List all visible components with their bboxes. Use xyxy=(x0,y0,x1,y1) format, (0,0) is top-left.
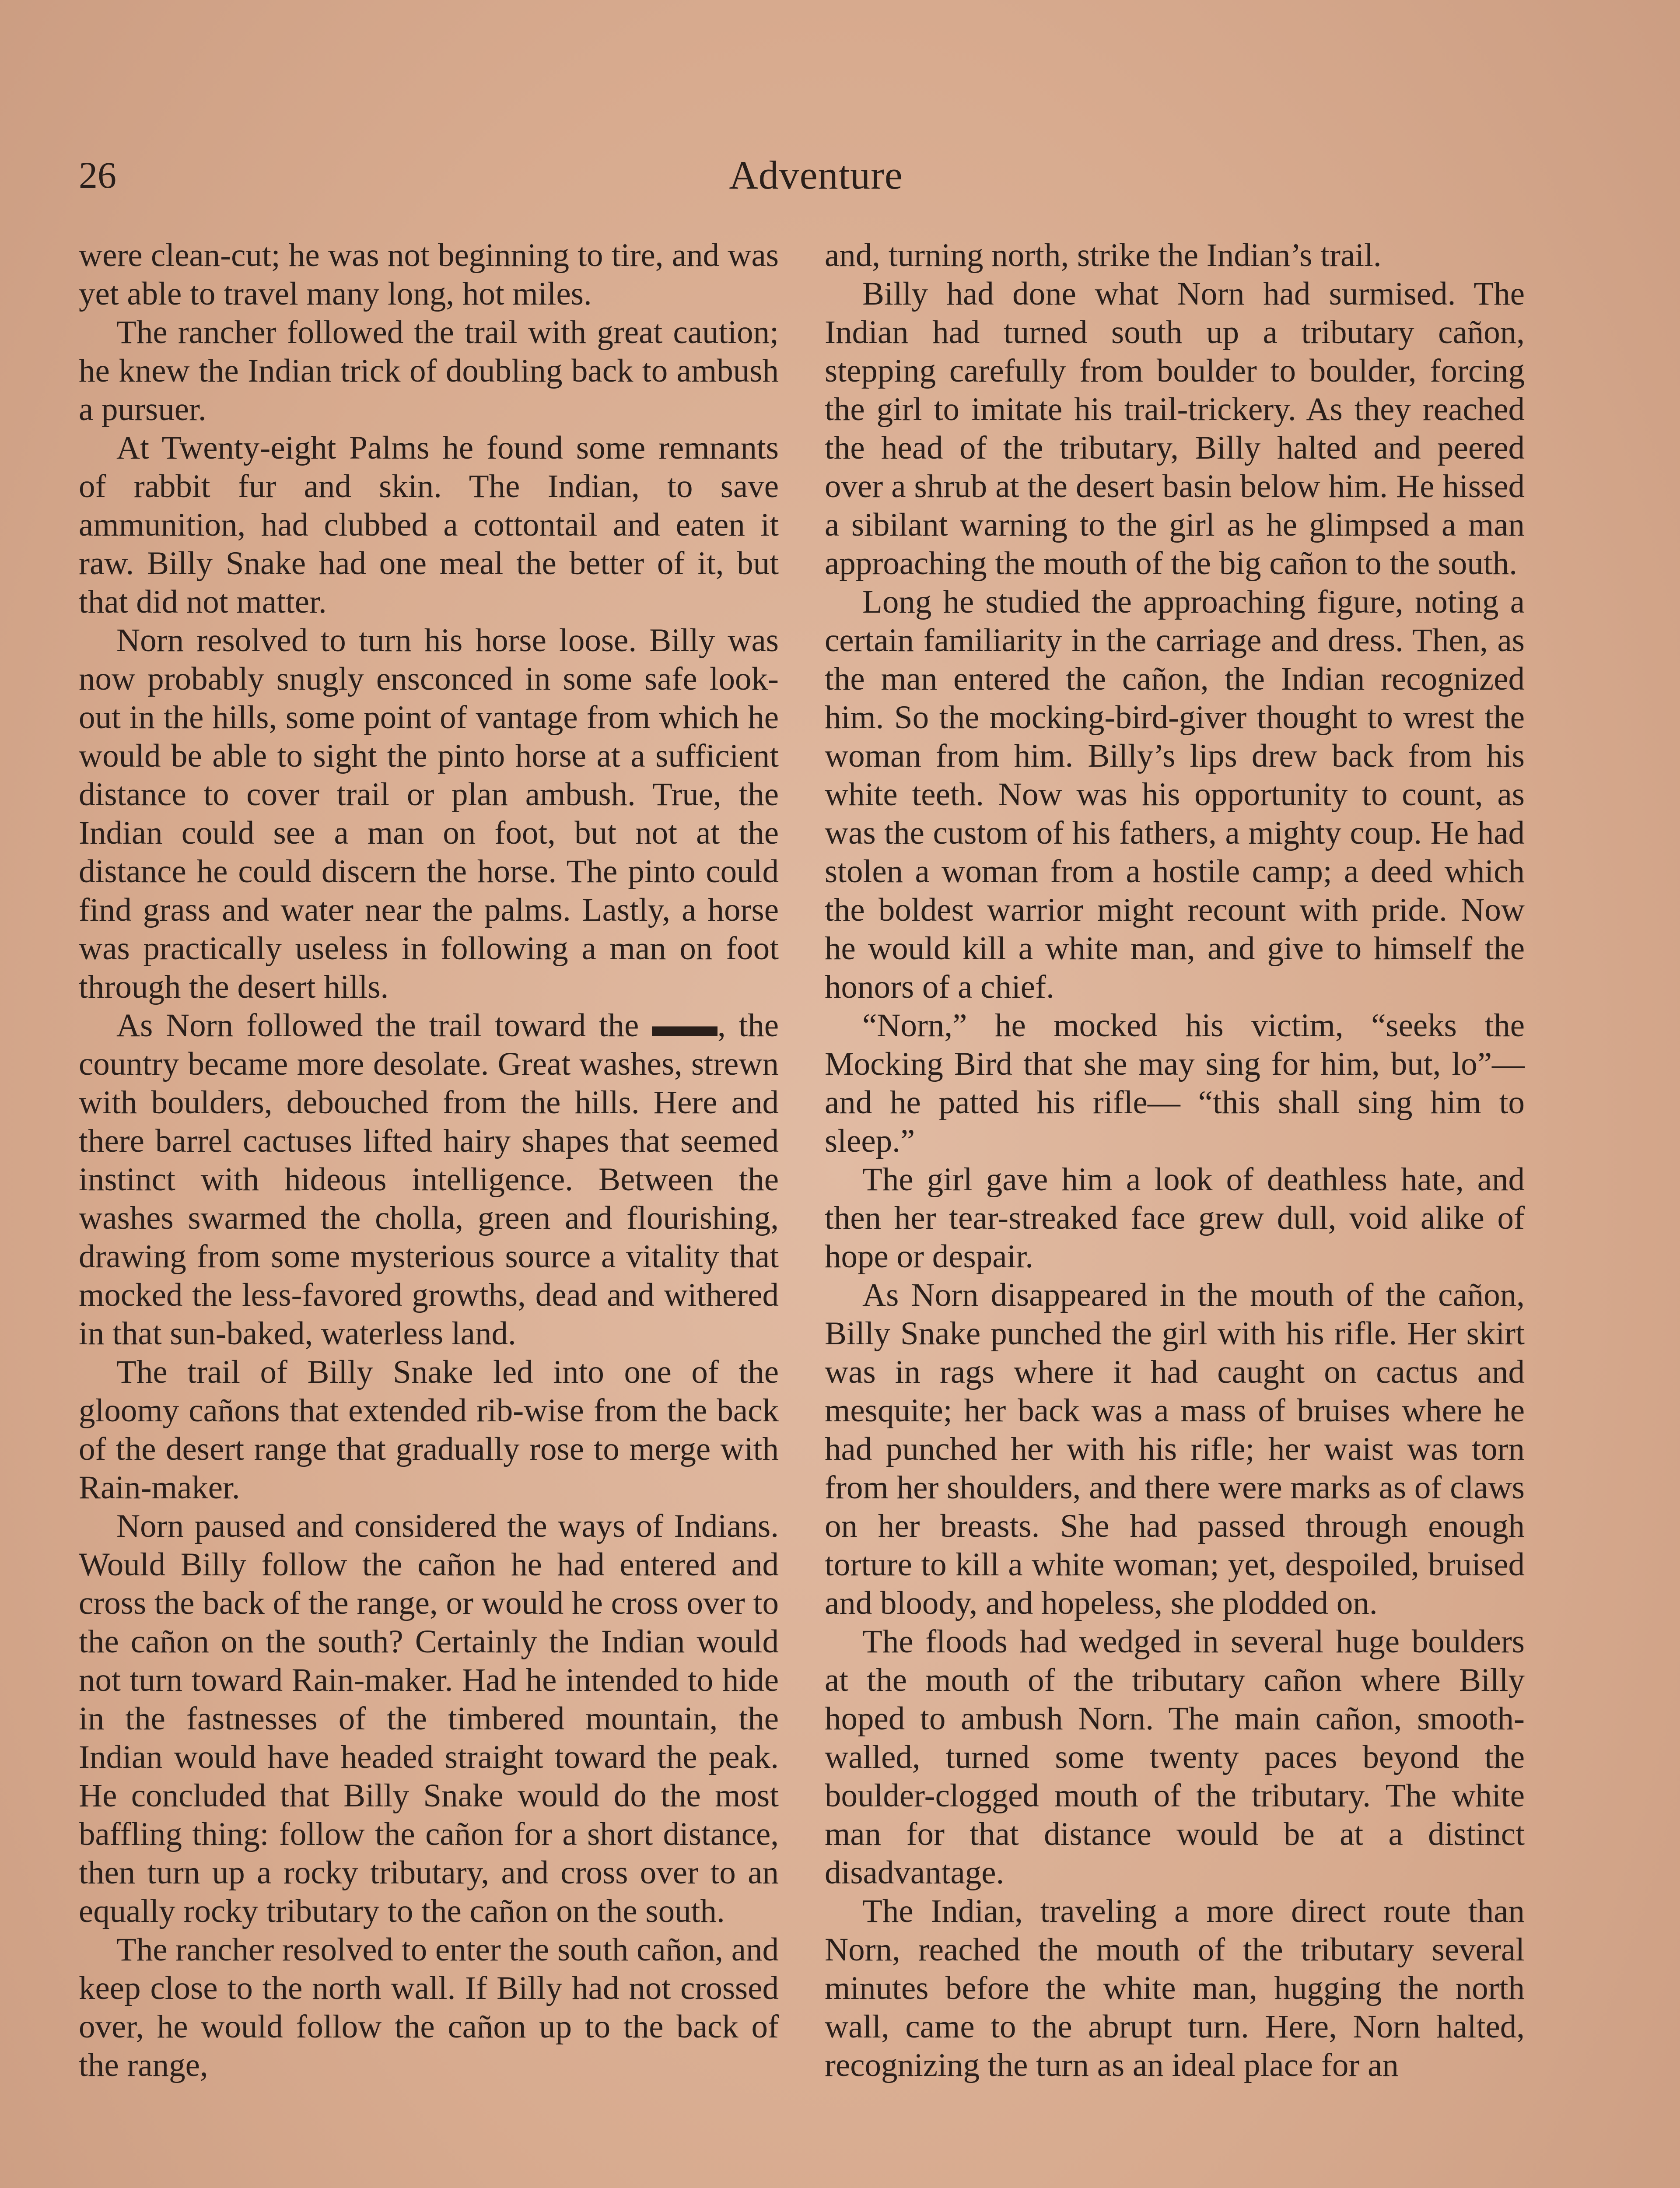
running-head: Adventure xyxy=(729,153,903,197)
page-number: 26 xyxy=(79,154,116,196)
paragraph: Billy had done what Norn had surmised. The Indian had turned south up a tributary cañon, stepping carefully from boulder to boulder, forcing the girl to imitate his trail-trickery. As they reached the head of the tributary, Billy halted and peered over a shrub at the desert basin below him. He hissed a sibilant warning to the girl as he glimpsed a man approaching the mouth of the big cañon to the south. xyxy=(825,276,1525,582)
paragraph: “Norn,” he mocked his victim, “seeks the Mocking Bird that she may sing for him, but, lo”—and he patted his rifle— “this shall sing him to sleep.” xyxy=(825,1007,1525,1159)
paragraph: Long he studied the approaching figure, noting a certain familiarity in the carriage and dress. Then, as the man entered the cañon, the Indian recognized him. So the mocking-bird-giver thought to wrest the woman from him. Billy’s lips drew back from his white teeth. Now was his opportunity to count, as was the custom of his fathers, a mighty coup. He had stolen a woman from a hostile camp; a deed which the boldest warrior might recount with pride. Now he would kill a white man, and give to himself the honors of a chief. xyxy=(825,584,1525,1005)
paragraph: At Twenty-eight Palms he found some remnants of rabbit fur and skin. The Indian, to save ammunition, had clubbed a cottontail and eaten it raw. Billy Snake had one meal the better of it, but that did not matter. xyxy=(79,430,779,620)
paragraph: As Norn disappeared in the mouth of the cañon, Billy Snake punched the girl with his rifle. Her skirt was in rags where it had caught on cactus and mesquite; her back was a mass of bruises where he had punched her with his rifle; her waist was torn from her shoulders, and there were marks as of claws on her breasts. She had passed through enough torture to kill a white woman; yet, despoiled, bruised and bloody, and hopeless, she plodded on. xyxy=(825,1277,1525,1621)
paragraph: Norn paused and considered the ways of Indians. Would Billy follow the cañon he had entered and cross the back of the range, or would he cross over to the cañon on the south? Certainly the Indian would not turn toward Rain-maker. Had he intended to hide in the fastnesses of the timbered mountain, the Indian would have headed straight toward the peak. He concluded that Billy Snake would do the most baffling thing: follow the cañon for a short distance, then turn up a rocky tributary, and cross over to an equally rocky tributary to the cañon on the south. xyxy=(79,1508,779,1929)
paragraph: The girl gave him a look of deathless hate, and then her tear-streaked face grew dull, void alike of hope or despair. xyxy=(825,1161,1525,1275)
paragraph: Norn resolved to turn his horse loose. Billy was now probably snugly ensconced in some safe look-out in the hills, some point of vantage from which he would be able to sight the pinto horse at a sufficient distance to cover trail or plan ambush. True, the Indian could see a man on foot, but not at the distance he could discern the horse. The pinto could find grass and water near the palms. Lastly, a horse was practically useless in following a man on foot through the desert hills. xyxy=(79,622,779,1005)
paragraph: and, turning north, strike the Indian’s trail. xyxy=(825,237,1382,274)
page-header xyxy=(79,144,1553,206)
paragraph: The floods had wedged in several huge boulders at the mouth of the tributary cañon where Billy hoped to ambush Norn. The main cañon, smooth-walled, turned some twenty paces beyond the boulder-clogged mouth of the tributary. The white man for that distance would be at a distinct disadvantage. xyxy=(825,1623,1525,1891)
paragraph: The trail of Billy Snake led into one of the gloomy cañons that extended rib-wise from the back of the desert range that gradually rose to merge with Rain-maker. xyxy=(79,1354,779,1506)
paragraph: The rancher resolved to enter the south cañon, and keep close to the north wall. If Billy had not crossed over, he would follow the cañon up to the back of the range, xyxy=(79,1932,779,2083)
left-column xyxy=(79,236,779,2085)
paragraph: were clean-cut; he was not beginning to tire, and was yet able to travel many long, hot miles. xyxy=(79,237,779,312)
paragraph: As Norn followed the trail toward the ▬▬, the country became more desolate. Great washes, strewn with boulders, debouched from the hills. Here and there barrel cactuses lifted hairy shapes that seemed instinct with hideous intelligence. Between the washes swarmed the cholla, green and flourishing, drawing from some mysterious source a vitality that mocked the less-favored growths, dead and withered in that sun-baked, waterless land. xyxy=(79,1007,779,1352)
paragraph: The Indian, traveling a more direct route than Norn, reached the mouth of the tributary several minutes before the white man, hugging the north wall, came to the abrupt turn. Here, Norn halted, recognizing the turn as an ideal place for an xyxy=(825,1893,1525,2083)
paragraph: The rancher followed the trail with great caution; he knew the Indian trick of doubling back to ambush a pursuer. xyxy=(79,314,779,428)
right-column xyxy=(825,236,1525,2085)
